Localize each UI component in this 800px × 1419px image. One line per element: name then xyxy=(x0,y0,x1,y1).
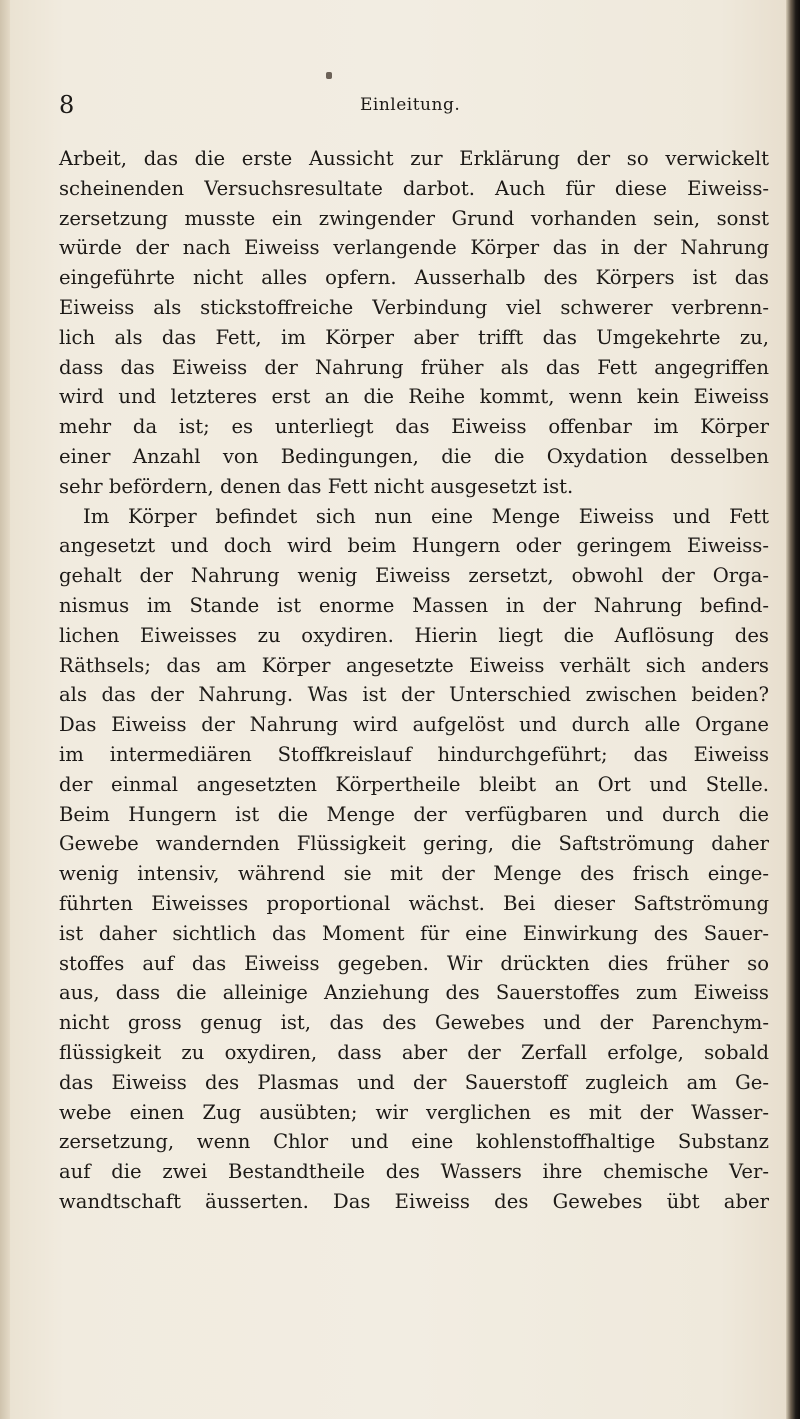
text-line: als das der Nahrung. Was ist der Unterschied zwischen beiden? xyxy=(59,683,769,707)
text-line: mehr da ist; es unterliegt das Eiweiss offenbar im Körper xyxy=(59,415,769,439)
text-line: dass das Eiweiss der Nahrung früher als das Fett angegriffen xyxy=(59,355,769,379)
text-line: einer Anzahl von Bedingungen, die die Oxydation desselben xyxy=(59,444,769,468)
text-line: lich als das Fett, im Körper aber trifft das Umgekehrte zu, xyxy=(59,325,769,349)
running-title: Einleitung. xyxy=(360,95,461,115)
text-line: Im Körper befindet sich nun eine Menge Eiweiss und Fett xyxy=(83,504,769,528)
text-line: Eiweiss als stickstoffreiche Verbindung viel schwerer verbrenn- xyxy=(59,295,769,319)
text-line: Arbeit, das die erste Aussicht zur Erklärung der so verwickelt xyxy=(59,147,769,170)
text-line: Das Eiweiss der Nahrung wird aufgelöst und durch alle Organe xyxy=(59,713,769,737)
text-line: nicht gross genug ist, das des Gewebes und der Parenchym- xyxy=(59,1011,769,1035)
text-line: führten Eiweisses proportional wächst. Bei dieser Saftströmung xyxy=(59,891,769,915)
text-line: wird und letzteres erst an die Reihe kommt, wenn kein Eiweiss xyxy=(59,385,769,409)
text-line: stoffes auf das Eiweiss gegeben. Wir drückten dies früher so xyxy=(59,951,769,975)
text-line: eingeführte nicht alles opfern. Ausserhalb des Körpers ist das xyxy=(59,266,769,290)
text-line: sehr befördern, denen das Fett nicht ausgesetzt ist. xyxy=(59,474,574,498)
text-line: flüssigkeit zu oxydiren, dass aber der Zerfall erfolge, sobald xyxy=(59,1040,769,1064)
page-gutter-shadow xyxy=(0,0,10,1419)
text-line: angesetzt und doch wird beim Hungern oder geringem Eiweiss- xyxy=(59,534,769,558)
text-line: Gewebe wandernden Flüssigkeit gering, die Saftströmung daher xyxy=(59,832,769,856)
text-line: scheinenden Versuchsresultate darbot. Auch für diese Eiweiss- xyxy=(59,176,769,200)
text-line: auf die zwei Bestandtheile des Wassers ihre chemische Ver- xyxy=(59,1160,769,1184)
text-line: Räthsels; das am Körper angesetzte Eiweiss verhält sich anders xyxy=(59,653,769,677)
text-line: webe einen Zug ausübten; wir verglichen es mit der Wasser- xyxy=(59,1100,769,1124)
text-line: wandtschaft äusserten. Das Eiweiss des Gewebes übt aber xyxy=(59,1189,769,1213)
text-line: das Eiweiss des Plasmas und der Sauerstoff zugleich am Ge- xyxy=(59,1070,769,1094)
text-line: im intermediären Stoffkreislauf hindurchgeführt; das Eiweiss xyxy=(59,742,769,766)
text-line: würde der nach Eiweiss verlangende Körper das in der Nahrung xyxy=(59,236,769,260)
page-edge-shadow xyxy=(786,0,800,1419)
text-line: gehalt der Nahrung wenig Eiweiss zersetzt, obwohl der Orga- xyxy=(59,564,769,588)
text-line: aus, dass die alleinige Anziehung des Sauerstoffes zum Eiweiss xyxy=(59,981,769,1005)
page-number: 8 xyxy=(59,91,75,119)
body-text xyxy=(59,144,769,1217)
text-line: lichen Eiweisses zu oxydiren. Hierin liegt die Auflösung des xyxy=(59,623,769,647)
text-line: wenig intensiv, während sie mit der Menge des frisch einge- xyxy=(59,862,769,886)
text-line: der einmal angesetzten Körpertheile bleibt an Ort und Stelle. xyxy=(59,772,769,796)
text-line: zersetzung musste ein zwingender Grund vorhanden sein, sonst xyxy=(59,206,769,230)
text-line: Beim Hungern ist die Menge der verfügbaren und durch die xyxy=(59,802,769,826)
ink-speck xyxy=(326,72,332,79)
text-line: nismus im Stande ist enorme Massen in der Nahrung befind- xyxy=(59,593,769,617)
text-line: ist daher sichtlich das Moment für eine Einwirkung des Sauer- xyxy=(59,921,769,945)
text-line: zersetzung, wenn Chlor und eine kohlenstoffhaltige Substanz xyxy=(59,1130,769,1154)
